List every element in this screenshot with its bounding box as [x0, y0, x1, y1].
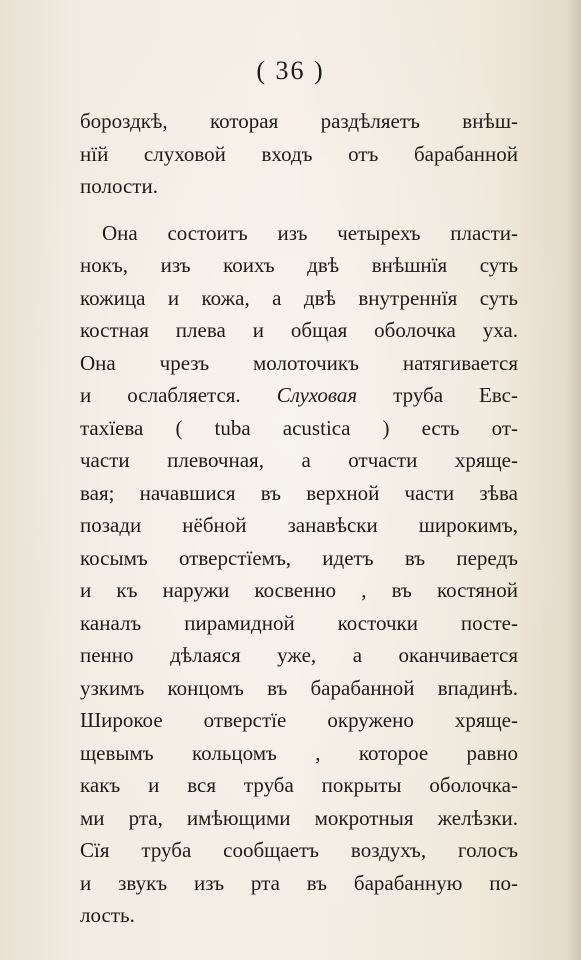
italic-term: Слуховая: [276, 383, 358, 407]
text-line: лость.: [80, 903, 135, 927]
text-line: части плевочная, а отчасти хряще-: [80, 448, 518, 472]
text-line: бороздкѣ, которая раздѣляетъ внѣш-: [80, 109, 518, 133]
body-text: [80, 105, 518, 932]
text-line: костная плева и общая оболочка уха.: [80, 318, 518, 342]
text-line: позади нёбной занавѣски широкимъ,: [80, 513, 518, 537]
text-line: Сїя труба сообщаетъ воздухъ, голосъ: [80, 838, 518, 862]
text-line: вая; начавшися въ верхной части зѣва: [80, 480, 518, 505]
text-line: пенно дѣлаяся уже, а оканчивается: [80, 643, 518, 667]
text-line: [80, 379, 518, 412]
text-segment: и ослабляется.: [80, 383, 277, 407]
text-line: полости.: [80, 174, 158, 198]
text-line: нокъ, изъ коихъ двѣ внѣшнїя суть: [80, 253, 518, 277]
text-line: ми рта, имѣющими мокротныя желѣзки.: [80, 805, 518, 830]
text-line: косымъ отверстїемъ, идетъ въ передъ: [80, 545, 518, 570]
text-line: Широкое отверстїе окружено хряще-: [80, 708, 518, 732]
text-segment: труба Евс-: [357, 383, 518, 407]
text-line: нїй слуховой входъ отъ барабанной: [80, 141, 518, 166]
text-line: кожица и кожа, а двѣ внутреннїя суть: [80, 285, 518, 310]
text-line: и къ наружи косвенно , въ костяной: [80, 578, 518, 602]
text-line: щевымъ кольцомъ , которое равно: [80, 740, 518, 765]
text-line: узкимъ концомъ въ барабанной впадинѣ.: [80, 675, 518, 700]
page-spine-shadow: [567, 0, 581, 960]
text-line: и звукъ изъ рта въ барабанную по-: [80, 870, 518, 895]
page-number: ( 36 ): [256, 56, 325, 85]
paragraph-gap: [80, 203, 518, 217]
text-line: Она чрезъ молоточикъ натягивается: [80, 350, 518, 375]
text-line: какъ и вся труба покрыты оболочка-: [80, 773, 518, 797]
text-line: Она состоитъ изъ четырехъ пласти-: [102, 220, 518, 245]
text-line: тахїева ( tuba acustica ) есть от-: [80, 415, 518, 440]
text-line: каналъ пирамидной косточки посте-: [80, 610, 518, 635]
